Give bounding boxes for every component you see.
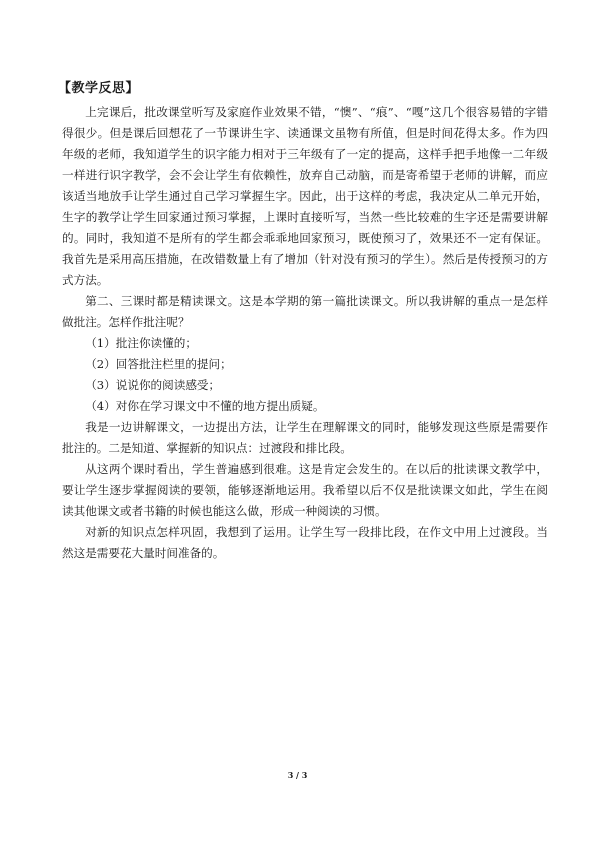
paragraph-1: 上完课后，批改课堂听写及家庭作业效果不错，“懊”、“痕”、“嘎”这几个很容易错的字错得很少。但是课后回想花了一节课讲生字、读通课文虽物有所值，但是时间花得太多。作为四年级的老师，我知道学生的识字能力相对于三年级有了一定的提高，这样手把手地像一二年级一样进行识字教学，会不会让学生有依赖性，放弃自己动脑，而是寄希望于老师的讲解，而应该适当地放手让学生通过自己学习掌握生字。因此，出于这样的考虑，我决定从二单元开始，生字的教学让学生回家通过预习掌握，上课时直接听写，当然一些比较难的生字还是需要讲解的。同时，我知道不是所有的学生都会乖乖地回家预习，既使预习了，效果还不一定有保证。我首先是采用高压措施，在改错数量上有了增加（针对没有预习的学生）。然后是传授预习的方式方法。 (62, 105, 548, 287)
list-item-2: （2）回答批注栏里的提问； (85, 357, 232, 371)
paragraph-4: 从这两个课时看出，学生普遍感到很难。这是肯定会发生的。在以后的批读课文教学中，要让学生逐步掌握阅读的要领，能够逐渐地运用。我希望以后不仅是批读课文如此，学生在阅读其他课文或者书籍的时候也能这么做，形成一种阅读的习惯。 (62, 462, 548, 518)
document-body (58, 80, 548, 564)
page-number: 3 / 3 (287, 770, 308, 780)
list-item-3: （3）说说你的阅读感受； (85, 378, 221, 392)
paragraph-3: 我是一边讲解课文，一边提出方法，让学生在理解课文的同时，能够发现这些原是需要作批注的。二是知道、掌握新的知识点：过渡段和排比段。 (62, 420, 548, 455)
list-item-1: （1）批注你读懂的； (85, 336, 197, 350)
paragraph-5: 对新的知识点怎样巩固，我想到了运用。让学生写一段排比段，在作文中用上过渡段。当然这是需要花大量时间准备的。 (62, 525, 548, 560)
section-heading: 【教学反思】 (58, 81, 140, 96)
list-item-4: （4）对你在学习课文中不懂的地方提出质疑。 (85, 399, 325, 413)
paragraph-2: 第二、三课时都是精读课文。这是本学期的第一篇批读课文。所以我讲解的重点一是怎样做批注。怎样作批注呢？ (62, 294, 548, 329)
